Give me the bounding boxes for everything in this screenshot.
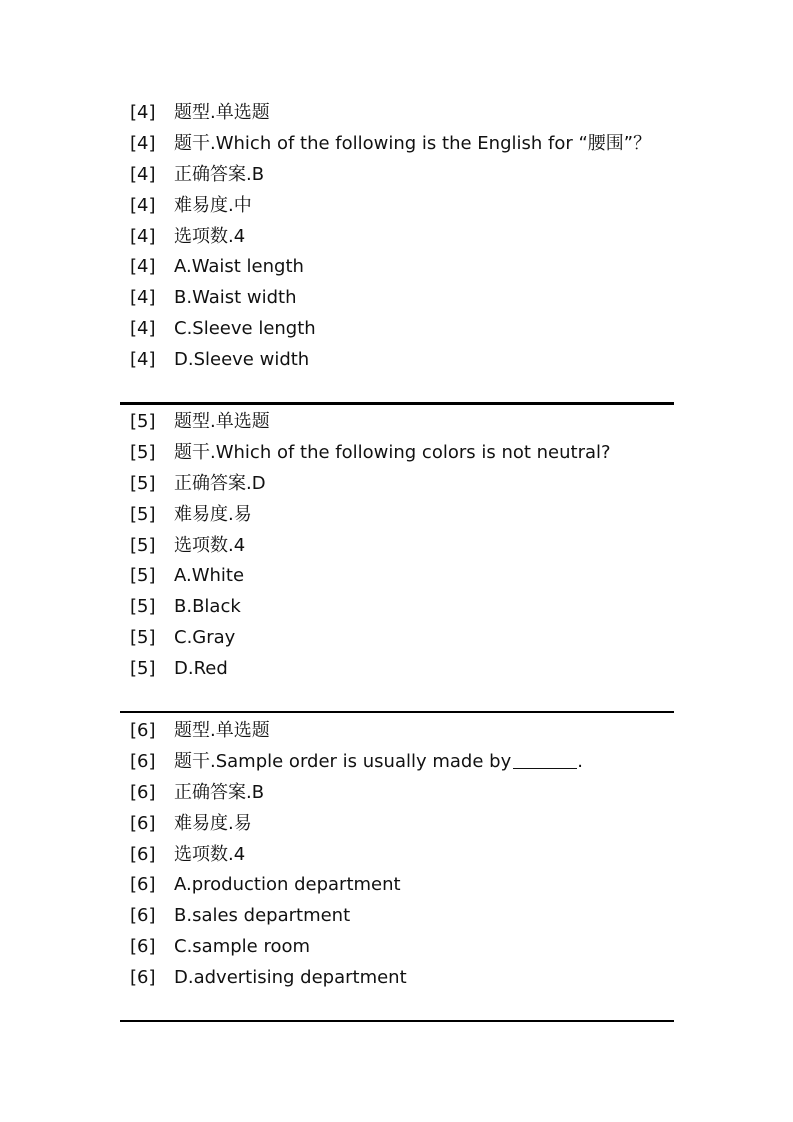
- question-stem-line: [130, 747, 675, 778]
- correct-answer-line: [130, 469, 675, 500]
- section-divider: [120, 711, 674, 713]
- correct-answer: 正确答案.B: [174, 781, 265, 803]
- question-stem: 题干.Sample order is usually made by: [174, 750, 512, 772]
- option-b: B.Black: [174, 596, 241, 618]
- option-line: [130, 561, 675, 592]
- question-number: [4]: [130, 102, 156, 123]
- option-line: [130, 283, 675, 314]
- option-count: 选项数.4: [174, 534, 246, 556]
- option-line: [130, 654, 675, 685]
- option-line: [130, 901, 675, 932]
- difficulty-line: [130, 191, 675, 222]
- answer-blank: [513, 750, 577, 769]
- question-block: [130, 98, 675, 376]
- question-number: [5]: [130, 658, 156, 680]
- difficulty-line: [130, 809, 675, 840]
- question-block: [130, 407, 675, 685]
- difficulty: 难易度.易: [174, 503, 252, 525]
- option-a: A.Waist length: [174, 256, 304, 278]
- question-number: [6]: [130, 936, 156, 958]
- question-block: [130, 716, 675, 994]
- question-number: [6]: [130, 781, 156, 803]
- question-number: [4]: [130, 349, 156, 371]
- option-line: [130, 963, 675, 994]
- option-a: A.production department: [174, 874, 401, 896]
- question-number: [6]: [130, 905, 156, 927]
- option-b: B.sales department: [174, 905, 351, 927]
- question-type-line: [130, 98, 675, 129]
- option-line: [130, 623, 675, 654]
- question-number: [5]: [130, 627, 156, 649]
- question-stem-line: [130, 438, 675, 469]
- question-number: [4]: [130, 225, 156, 247]
- question-number: [6]: [130, 967, 156, 989]
- option-count-line: [130, 531, 675, 562]
- option-line: [130, 592, 675, 623]
- option-line: [130, 932, 675, 963]
- correct-answer-line: [130, 160, 675, 191]
- question-number: [6]: [130, 812, 156, 834]
- option-d: D.Sleeve width: [174, 349, 310, 371]
- option-count-line: [130, 840, 675, 871]
- question-number: [5]: [130, 472, 156, 494]
- option-d: D.advertising department: [174, 967, 407, 989]
- question-number: [5]: [130, 565, 156, 587]
- option-b: B.Waist width: [174, 287, 297, 309]
- question-type: 题型.单选题: [174, 720, 270, 741]
- question-number: [4]: [130, 256, 156, 278]
- question-number: [5]: [130, 596, 156, 618]
- difficulty: 难易度.中: [174, 194, 252, 216]
- option-count: 选项数.4: [174, 843, 246, 865]
- question-type-line: [130, 407, 675, 438]
- question-stem: 题干.Which of the following colors is not neutral?: [174, 441, 611, 463]
- question-type: 题型.单选题: [174, 411, 270, 432]
- question-number: [4]: [130, 132, 156, 154]
- difficulty: 难易度.易: [174, 812, 252, 834]
- section-divider: [120, 1020, 674, 1022]
- option-c: C.Sleeve length: [174, 318, 316, 340]
- question-stem: 题干.Which of the following is the English for “腰围”？: [174, 132, 652, 154]
- question-type-line: [130, 716, 675, 747]
- option-d: D.Red: [174, 658, 228, 680]
- correct-answer-line: [130, 778, 675, 809]
- question-number: [4]: [130, 287, 156, 309]
- difficulty-line: [130, 500, 675, 531]
- question-number: [6]: [130, 874, 156, 896]
- correct-answer: 正确答案.B: [174, 163, 265, 185]
- option-count-line: [130, 222, 675, 253]
- question-number: [5]: [130, 503, 156, 525]
- question-stem-line: [130, 129, 675, 160]
- stem-end-punctuation: .: [577, 750, 583, 772]
- question-number: [4]: [130, 318, 156, 340]
- question-number: [5]: [130, 411, 156, 432]
- question-number: [6]: [130, 750, 156, 772]
- option-line: [130, 870, 675, 901]
- option-c: C.sample room: [174, 936, 311, 958]
- option-line: [130, 252, 675, 283]
- option-line: [130, 314, 675, 345]
- question-number: [6]: [130, 843, 156, 865]
- question-number: [4]: [130, 163, 156, 185]
- correct-answer: 正确答案.D: [174, 472, 266, 494]
- question-number: [5]: [130, 534, 156, 556]
- section-divider: [120, 402, 674, 405]
- option-count: 选项数.4: [174, 225, 246, 247]
- option-c: C.Gray: [174, 627, 236, 649]
- question-number: [5]: [130, 441, 156, 463]
- question-type: 题型.单选题: [174, 102, 270, 123]
- option-a: A.White: [174, 565, 245, 587]
- question-number: [6]: [130, 720, 156, 741]
- option-line: [130, 345, 675, 376]
- question-number: [4]: [130, 194, 156, 216]
